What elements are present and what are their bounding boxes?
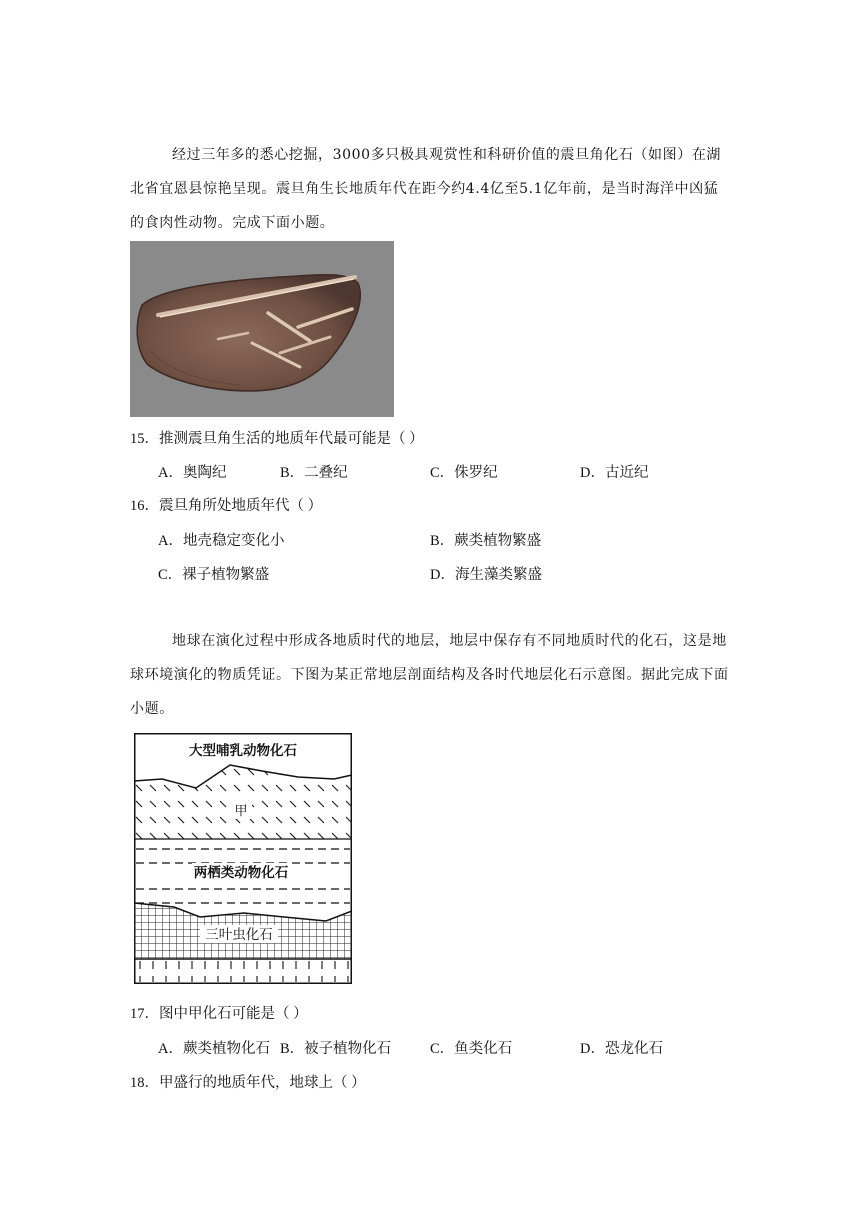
question-16-stem: 16．震旦角所处地质年代（ ） — [130, 498, 323, 514]
question-17-option-a[interactable]: A．蕨类植物化石 — [158, 1041, 270, 1057]
question-17-option-c[interactable]: C．鱼类化石 — [430, 1041, 513, 1057]
question-16-option-d[interactable]: D．海生藻类繁盛 — [430, 567, 542, 583]
question-17-stem: 17．图中甲化石可能是（ ） — [130, 1006, 308, 1022]
layer-label-jia: 甲 — [234, 804, 248, 819]
layer-label-trilobite: 三叶虫化石 — [205, 927, 273, 943]
layer-label-amphibian: 两栖类动物化石 — [193, 865, 289, 881]
question-15-option-b[interactable]: B．二叠纪 — [280, 465, 348, 481]
stratigraphic-section-diagram — [134, 733, 352, 984]
nautiloid-fossil-photo — [130, 241, 394, 417]
question-17-option-b[interactable]: B．被子植物化石 — [280, 1041, 392, 1057]
question-18-stem: 18．甲盛行的地质年代，地球上（ ） — [130, 1075, 366, 1091]
question-17-option-d[interactable]: D．恐龙化石 — [580, 1041, 663, 1057]
question-15-stem: 15．推测震旦角生活的地质年代最可能是（ ） — [130, 431, 424, 447]
question-16-option-c[interactable]: C．裸子植物繁盛 — [158, 567, 270, 583]
layer-label-mammal: 大型哺乳动物化石 — [189, 743, 297, 759]
passage-2: 地球在演化过程中形成各地质时代的地层，地层中保存有不同地质时代的化石，这是地球环境演化的物质凭证。下图为某正常地层剖面结构及各时代地层化石示意图。据此完成下面小题。 — [130, 633, 729, 717]
question-15-option-c[interactable]: C．侏罗纪 — [430, 465, 498, 481]
passage-1: 经过三年多的悉心挖掘，3000多只极具观赏性和科研价值的震旦角化石（如图）在湖北省宜恩县惊艳呈现。震旦角生长地质年代在距今约4.4亿至5.1亿年前，是当时海洋中凶猛的食肉性动物。完成下面小题。 — [130, 147, 722, 231]
question-15-option-d[interactable]: D．古近纪 — [580, 465, 649, 481]
question-16-option-a[interactable]: A．地壳稳定变化小 — [158, 533, 285, 549]
question-16-option-b[interactable]: B．蕨类植物繁盛 — [430, 533, 542, 549]
question-15-option-a[interactable]: A．奥陶纪 — [158, 465, 227, 481]
